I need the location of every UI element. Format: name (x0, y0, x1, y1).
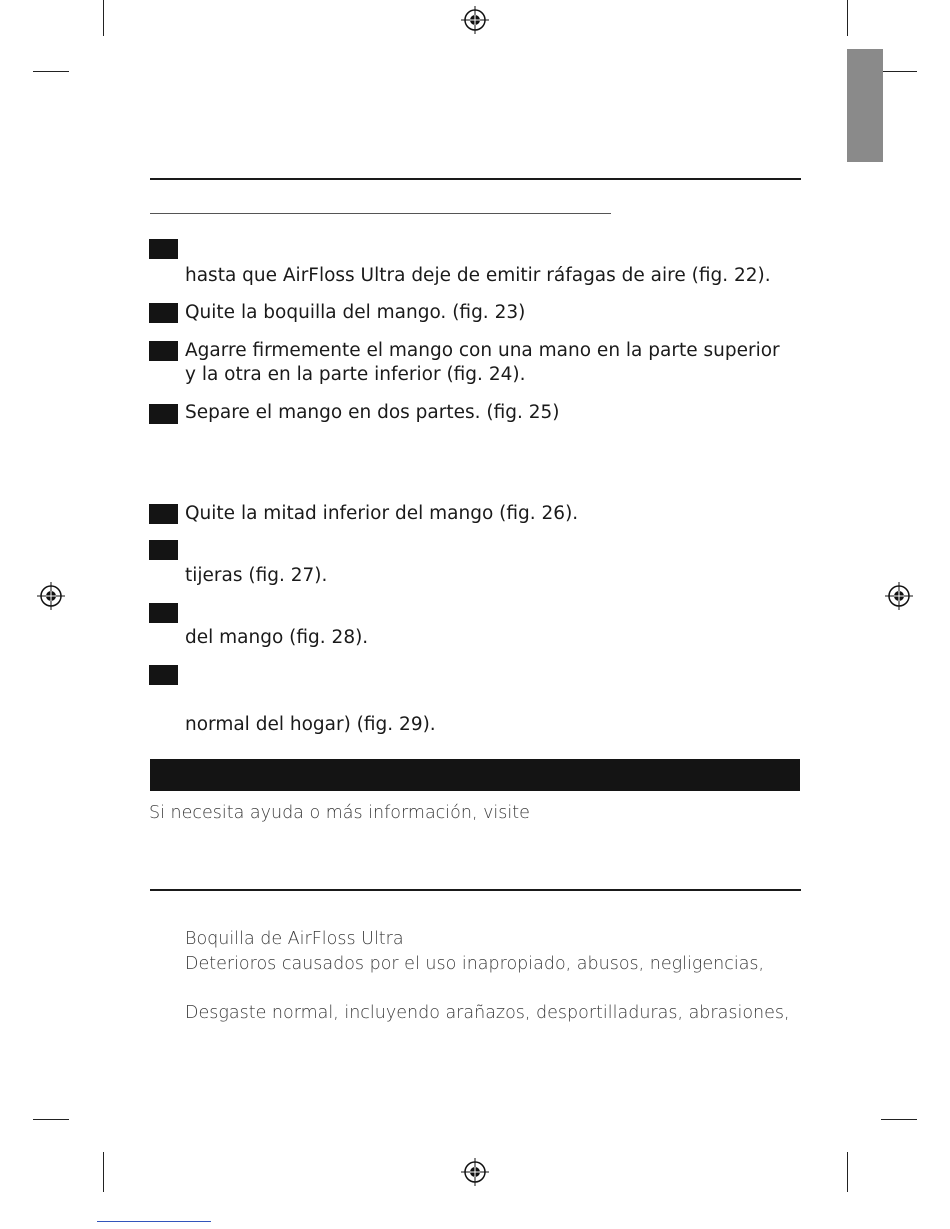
language-tab (847, 49, 883, 162)
warranty-item: Boquilla de AirFloss Ultra (185, 929, 404, 949)
warranty-item: Deterioros causados por el uso inapropiado, abusos, negligencias, (185, 954, 765, 974)
step-number-box (149, 303, 178, 323)
help-text: Si necesita ayuda o más información, visite (149, 803, 530, 823)
subsection-rule (150, 213, 611, 214)
registration-mark-icon (460, 1157, 490, 1187)
step-number-box (149, 540, 178, 560)
step-text: Quite la boquilla del mango. (fig. 23) (185, 302, 526, 323)
step-text: Quite la mitad inferior del mango (fig. 26). (185, 503, 579, 524)
step-text: hasta que AirFloss Ultra deje de emitir ráfagas de aire (fig. 22). (185, 265, 771, 286)
crop-mark (33, 71, 69, 72)
crop-mark (103, 1152, 104, 1192)
step-number-box (149, 341, 178, 361)
step-number-box (149, 665, 178, 685)
crop-mark (881, 71, 917, 72)
crop-mark (847, 0, 848, 36)
step-number-box (149, 504, 178, 524)
step-text: Separe el mango en dos partes. (fig. 25) (185, 402, 560, 423)
step-text: del mango (fig. 28). (185, 627, 369, 648)
crop-mark (881, 1119, 917, 1120)
crop-mark (847, 1152, 848, 1192)
step-text: Agarre firmemente el mango con una mano en la parte superior (185, 340, 780, 361)
section-rule (150, 178, 801, 180)
footer-mark (97, 1221, 211, 1222)
step-number-box (149, 404, 178, 424)
warranty-item: Desgaste normal, incluyendo arañazos, desportilladuras, abrasiones, (185, 1003, 790, 1023)
step-number-box (149, 603, 178, 623)
crop-mark (103, 0, 104, 36)
crop-mark (33, 1119, 69, 1120)
registration-mark-icon (460, 5, 490, 35)
step-text: normal del hogar) (fig. 29). (185, 714, 436, 735)
registration-mark-icon (884, 581, 914, 611)
section-rule (150, 889, 801, 891)
step-text: tijeras (fig. 27). (185, 565, 328, 586)
step-text: y la otra en la parte inferior (fig. 24). (185, 364, 526, 385)
section-heading-bar (150, 759, 800, 791)
step-number-box (149, 239, 178, 259)
registration-mark-icon (36, 581, 66, 611)
